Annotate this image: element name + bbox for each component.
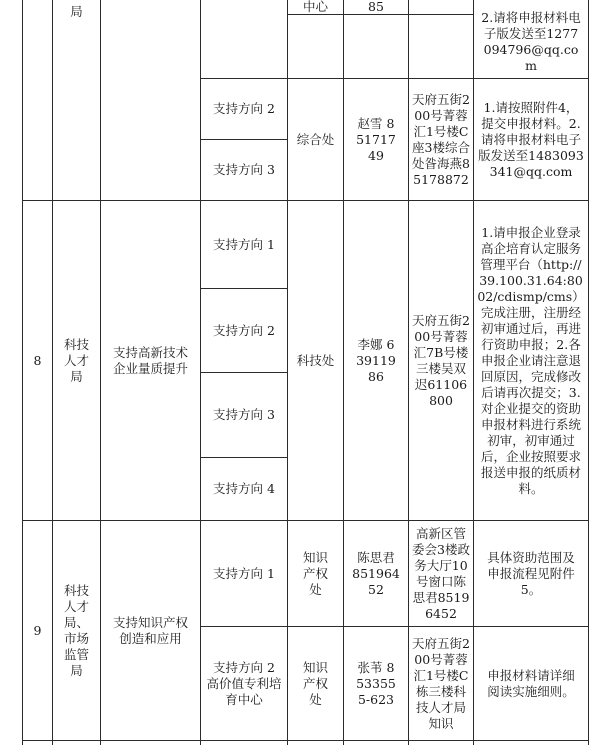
- address-cell: 高新区管委会3楼政务大厅10号窗口陈思君85196452: [412, 525, 470, 621]
- table-border: [588, 0, 589, 745]
- direction-cell: 支持方向 1: [213, 565, 275, 581]
- note-cell: 2.请将申报材料电子版发送至1277094796@qq.com: [481, 10, 581, 73]
- contact-cell: 85: [368, 0, 384, 14]
- direction-cell: 支持方向 1: [213, 236, 275, 252]
- dept-cell: 科技人才局、市场监管局: [63, 582, 89, 678]
- direction-cell: 支持方向 4: [213, 481, 275, 496]
- direction-cell: 支持方向 3: [213, 162, 275, 177]
- note-cell: 具体资助范围及申报流程见附件5。: [487, 549, 575, 597]
- direction-cell: 支持方向 2 高价值专利培育中心: [206, 659, 282, 707]
- row-number: 8: [33, 352, 42, 368]
- office-cell: 综合处: [296, 131, 335, 147]
- direction-cell: 支持方向 2: [213, 322, 275, 338]
- address-cell: 天府五街200号菁蓉汇1号楼C栋三楼科技人才局知识: [412, 635, 470, 731]
- note-cell: 1.请按照附件4，提交申报材料。2.请将申报材料电子版发送至1483093341@qq.com: [478, 99, 584, 179]
- office-cell: 知识产权处: [302, 549, 328, 597]
- address-cell: 天府五街200号菁蓉汇1号楼C座3楼综合处昝海燕85178872: [412, 91, 470, 187]
- project-cell: 支持知识产权创造和应用: [112, 614, 188, 646]
- contact-cell: 李娜 639119 86: [356, 336, 396, 384]
- address-cell: 天府五街200号菁蓉汇7B号楼三楼吴双迟61106800: [412, 312, 470, 408]
- office-cell: 知识产权处: [302, 659, 328, 707]
- table-border: [22, 740, 588, 741]
- row-number: 9: [33, 622, 42, 638]
- office-cell: 中心: [302, 0, 328, 14]
- note-cell: 申报材料请详细阅读实施细则。: [487, 667, 575, 699]
- contact-cell: 张苇 853355 5-623: [356, 659, 396, 707]
- direction-cell: 支持方向 2: [213, 101, 275, 116]
- note-cell: 1.请申报企业登录高企培育认定服务管理平台（http://39.100.31.64:8002/cdismp/cms）完成注册，注册经初审通过后，再进行资助申报；2.各申报企业请注意退回原因，完成修改后请再次提交；3.对企业提交的资助申报材料进行系统初审，初审通过后，企业按照要求报送申报的纸质材料。: [477, 224, 585, 496]
- dept-cell: 局: [70, 4, 83, 19]
- direction-cell: 支持方向 3: [213, 407, 275, 422]
- contact-cell: 赵雪 851717 49: [356, 115, 396, 163]
- dept-cell: 科技人才局: [63, 336, 89, 384]
- contact-cell: 陈思君 851964 52: [352, 549, 400, 597]
- office-cell: 科技处: [296, 352, 335, 368]
- project-cell: 支持高新技术企业量质提升: [112, 344, 188, 376]
- table-border: [287, 14, 473, 15]
